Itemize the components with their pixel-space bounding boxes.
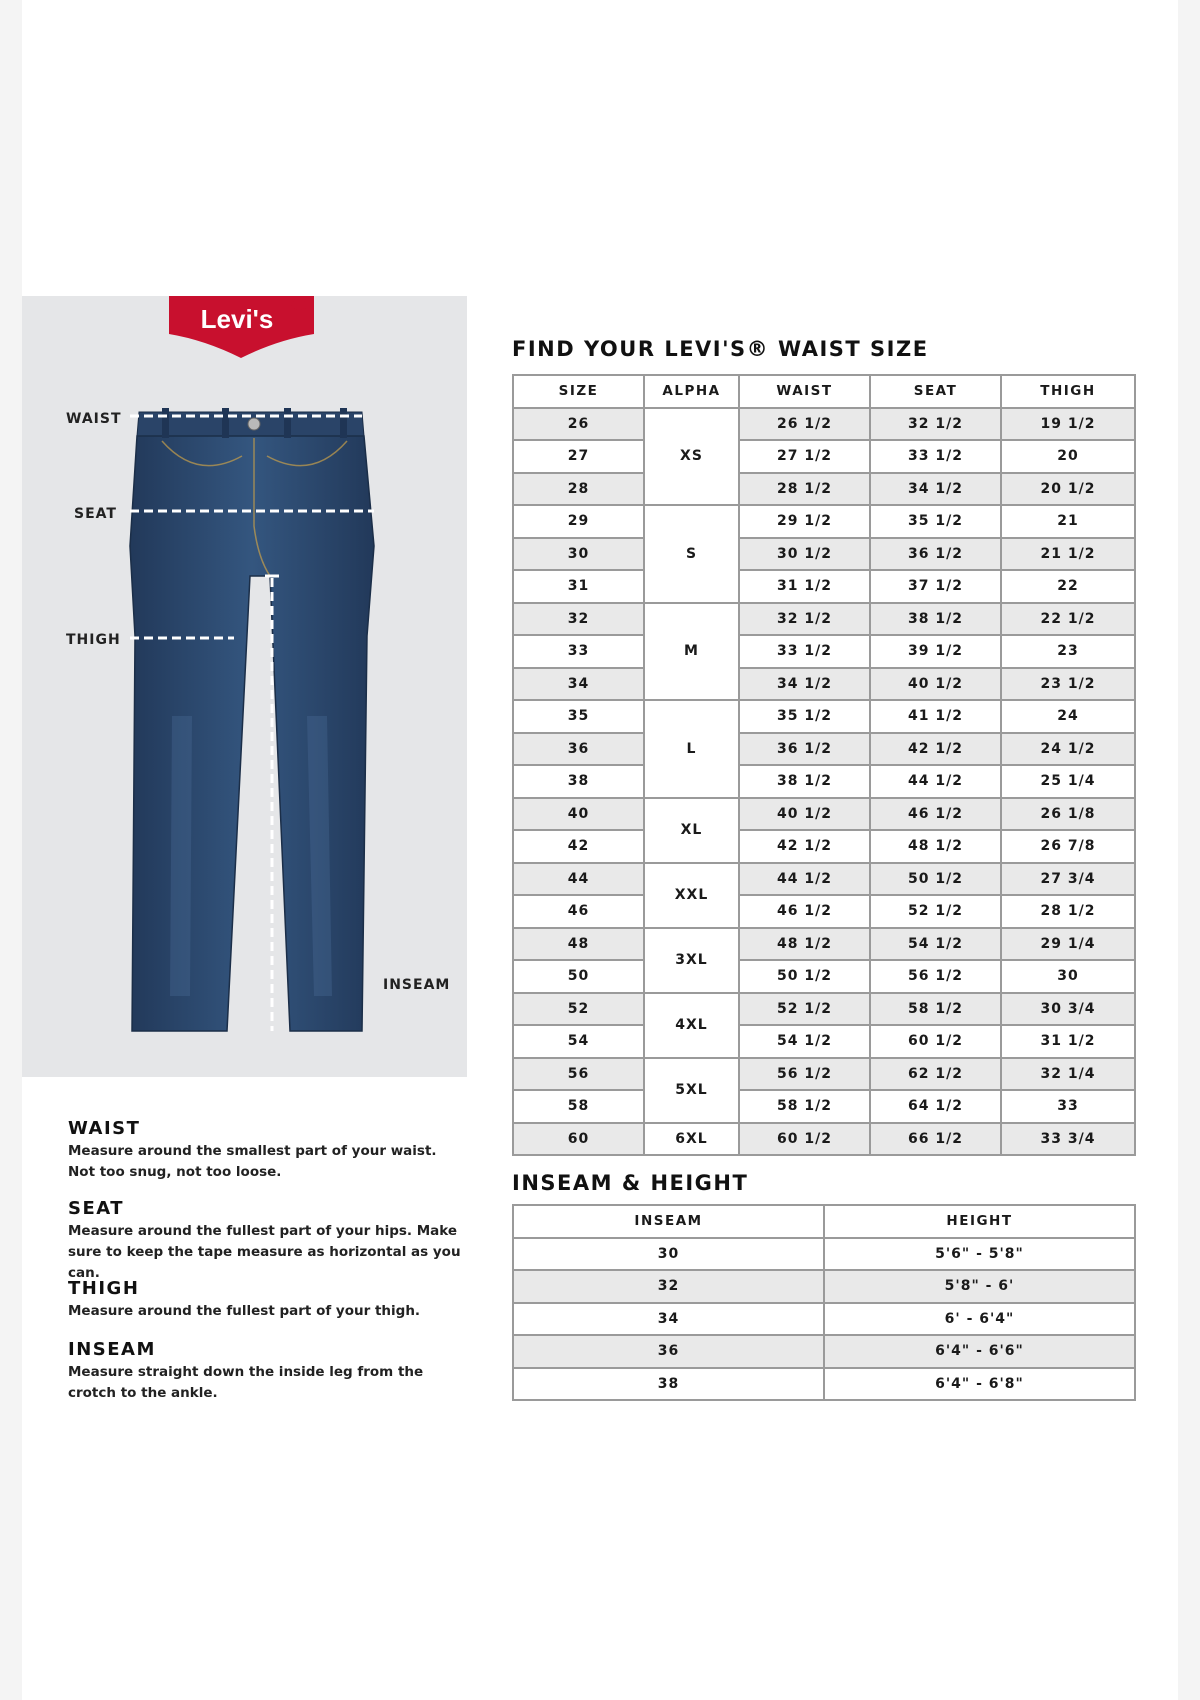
cell-seat: 60 1/2 xyxy=(870,1025,1001,1058)
cell-size: 30 xyxy=(513,538,644,571)
cell-seat: 39 1/2 xyxy=(870,635,1001,668)
table-row xyxy=(513,928,1135,961)
cell-waist: 28 1/2 xyxy=(739,473,870,506)
cell-size: 29 xyxy=(513,505,644,538)
cell-thigh: 27 3/4 xyxy=(1001,863,1135,896)
cell-waist: 44 1/2 xyxy=(739,863,870,896)
cell-thigh: 22 xyxy=(1001,570,1135,603)
cell-alpha: 5XL xyxy=(644,1058,739,1123)
cell-height: 5'8" - 6' xyxy=(824,1270,1135,1303)
cell-size: 46 xyxy=(513,895,644,928)
cell-seat: 44 1/2 xyxy=(870,765,1001,798)
header-size: SIZE xyxy=(513,375,644,408)
cell-seat: 52 1/2 xyxy=(870,895,1001,928)
cell-seat: 62 1/2 xyxy=(870,1058,1001,1091)
table-row xyxy=(513,993,1135,1026)
cell-waist: 40 1/2 xyxy=(739,798,870,831)
cell-size: 44 xyxy=(513,863,644,896)
table-row xyxy=(513,733,1135,766)
guide-text: Measure around the fullest part of your thigh. xyxy=(68,1303,421,1319)
cell-waist: 27 1/2 xyxy=(739,440,870,473)
cell-seat: 37 1/2 xyxy=(870,570,1001,603)
header-inseam: INSEAM xyxy=(513,1205,824,1238)
table-row xyxy=(513,635,1135,668)
header-alpha: ALPHA xyxy=(644,375,739,408)
cell-inseam: 36 xyxy=(513,1335,824,1368)
cell-alpha: 4XL xyxy=(644,993,739,1058)
cell-thigh: 23 xyxy=(1001,635,1135,668)
table-row xyxy=(513,1058,1135,1091)
table-row xyxy=(513,505,1135,538)
cell-size: 26 xyxy=(513,408,644,441)
guide-title: WAIST xyxy=(68,1118,141,1139)
cell-inseam: 34 xyxy=(513,1303,824,1336)
cell-size: 28 xyxy=(513,473,644,506)
cell-alpha: 3XL xyxy=(644,928,739,993)
cell-size: 54 xyxy=(513,1025,644,1058)
cell-seat: 35 1/2 xyxy=(870,505,1001,538)
table-row xyxy=(513,1335,1135,1368)
cell-inseam: 30 xyxy=(513,1238,824,1271)
header-height: HEIGHT xyxy=(824,1205,1135,1238)
cell-thigh: 20 xyxy=(1001,440,1135,473)
cell-alpha: S xyxy=(644,505,739,603)
cell-seat: 48 1/2 xyxy=(870,830,1001,863)
label-thigh: THIGH xyxy=(66,632,121,648)
cell-seat: 32 1/2 xyxy=(870,408,1001,441)
table-row xyxy=(513,1303,1135,1336)
cell-alpha: M xyxy=(644,603,739,701)
inseam-height-table xyxy=(512,1204,1136,1401)
cell-waist: 54 1/2 xyxy=(739,1025,870,1058)
cell-waist: 38 1/2 xyxy=(739,765,870,798)
cell-waist: 26 1/2 xyxy=(739,408,870,441)
cell-seat: 46 1/2 xyxy=(870,798,1001,831)
cell-thigh: 31 1/2 xyxy=(1001,1025,1135,1058)
cell-size: 60 xyxy=(513,1123,644,1156)
cell-thigh: 30 xyxy=(1001,960,1135,993)
cell-seat: 41 1/2 xyxy=(870,700,1001,733)
table-row xyxy=(513,473,1135,506)
cell-seat: 56 1/2 xyxy=(870,960,1001,993)
cell-seat: 38 1/2 xyxy=(870,603,1001,636)
table-header-row xyxy=(513,375,1135,408)
cell-inseam: 32 xyxy=(513,1270,824,1303)
table-row xyxy=(513,570,1135,603)
guide-thigh xyxy=(68,1278,468,1322)
table-row xyxy=(513,960,1135,993)
guide-title: THIGH xyxy=(68,1278,140,1299)
table-row xyxy=(513,765,1135,798)
cell-height: 6'4" - 6'6" xyxy=(824,1335,1135,1368)
logo-text: Levi's xyxy=(200,304,274,334)
guide-waist xyxy=(68,1118,468,1183)
label-waist: WAIST xyxy=(66,411,122,427)
cell-inseam: 38 xyxy=(513,1368,824,1401)
table-row xyxy=(513,1090,1135,1123)
cell-size: 36 xyxy=(513,733,644,766)
cell-thigh: 22 1/2 xyxy=(1001,603,1135,636)
table-row xyxy=(513,440,1135,473)
header-thigh: THIGH xyxy=(1001,375,1135,408)
cell-waist: 36 1/2 xyxy=(739,733,870,766)
cell-thigh: 26 1/8 xyxy=(1001,798,1135,831)
cell-size: 50 xyxy=(513,960,644,993)
cell-size: 42 xyxy=(513,830,644,863)
cell-size: 52 xyxy=(513,993,644,1026)
cell-waist: 46 1/2 xyxy=(739,895,870,928)
waist-size-table xyxy=(512,374,1136,1156)
table-row xyxy=(513,668,1135,701)
cell-height: 6'4" - 6'8" xyxy=(824,1368,1135,1401)
cell-waist: 30 1/2 xyxy=(739,538,870,571)
cell-waist: 31 1/2 xyxy=(739,570,870,603)
cell-size: 48 xyxy=(513,928,644,961)
cell-waist: 60 1/2 xyxy=(739,1123,870,1156)
cell-thigh: 33 xyxy=(1001,1090,1135,1123)
table-row xyxy=(513,798,1135,831)
table-row xyxy=(513,830,1135,863)
cell-thigh: 24 xyxy=(1001,700,1135,733)
table-row xyxy=(513,538,1135,571)
cell-waist: 58 1/2 xyxy=(739,1090,870,1123)
cell-thigh: 29 1/4 xyxy=(1001,928,1135,961)
cell-waist: 34 1/2 xyxy=(739,668,870,701)
cell-waist: 32 1/2 xyxy=(739,603,870,636)
guide-title: SEAT xyxy=(68,1198,125,1219)
table-header-row xyxy=(513,1205,1135,1238)
table-row xyxy=(513,895,1135,928)
cell-thigh: 30 3/4 xyxy=(1001,993,1135,1026)
cell-alpha: XXL xyxy=(644,863,739,928)
cell-size: 35 xyxy=(513,700,644,733)
inseam-table-title: INSEAM & HEIGHT xyxy=(512,1171,749,1195)
cell-size: 34 xyxy=(513,668,644,701)
cell-waist: 50 1/2 xyxy=(739,960,870,993)
cell-size: 32 xyxy=(513,603,644,636)
cell-seat: 33 1/2 xyxy=(870,440,1001,473)
cell-size: 27 xyxy=(513,440,644,473)
cell-thigh: 23 1/2 xyxy=(1001,668,1135,701)
cell-seat: 50 1/2 xyxy=(870,863,1001,896)
label-inseam: INSEAM xyxy=(383,977,451,993)
cell-seat: 54 1/2 xyxy=(870,928,1001,961)
guide-seat xyxy=(68,1198,468,1284)
cell-waist: 56 1/2 xyxy=(739,1058,870,1091)
waist-table-title: FIND YOUR LEVI'S® WAIST SIZE xyxy=(512,337,929,361)
header-seat: SEAT xyxy=(870,375,1001,408)
cell-waist: 33 1/2 xyxy=(739,635,870,668)
cell-waist: 29 1/2 xyxy=(739,505,870,538)
cell-thigh: 20 1/2 xyxy=(1001,473,1135,506)
table-row xyxy=(513,408,1135,441)
levis-logo xyxy=(169,296,314,358)
size-chart-page xyxy=(22,0,1178,1700)
cell-seat: 66 1/2 xyxy=(870,1123,1001,1156)
jeans-measurement-figure xyxy=(22,296,467,1077)
cell-seat: 58 1/2 xyxy=(870,993,1001,1026)
cell-size: 58 xyxy=(513,1090,644,1123)
cell-waist: 48 1/2 xyxy=(739,928,870,961)
guide-text: Measure around the fullest part of your hips. Make sure to keep the tape measure as horizontal as you can. xyxy=(68,1223,461,1281)
guide-text: Measure straight down the inside leg from the crotch to the ankle. xyxy=(68,1364,424,1401)
cell-thigh: 33 3/4 xyxy=(1001,1123,1135,1156)
cell-size: 33 xyxy=(513,635,644,668)
table-row xyxy=(513,700,1135,733)
guide-title: INSEAM xyxy=(68,1339,156,1360)
cell-alpha: XS xyxy=(644,408,739,506)
cell-seat: 36 1/2 xyxy=(870,538,1001,571)
cell-thigh: 28 1/2 xyxy=(1001,895,1135,928)
cell-waist: 52 1/2 xyxy=(739,993,870,1026)
label-seat: SEAT xyxy=(74,506,117,522)
cell-seat: 64 1/2 xyxy=(870,1090,1001,1123)
guide-text: Measure around the smallest part of your waist. Not too snug, not too loose. xyxy=(68,1143,437,1180)
cell-size: 40 xyxy=(513,798,644,831)
cell-height: 6' - 6'4" xyxy=(824,1303,1135,1336)
table-row xyxy=(513,603,1135,636)
table-row xyxy=(513,1368,1135,1401)
cell-waist: 42 1/2 xyxy=(739,830,870,863)
cell-size: 56 xyxy=(513,1058,644,1091)
table-row xyxy=(513,1270,1135,1303)
header-waist: WAIST xyxy=(739,375,870,408)
table-row xyxy=(513,1025,1135,1058)
cell-size: 38 xyxy=(513,765,644,798)
cell-alpha: 6XL xyxy=(644,1123,739,1156)
cell-thigh: 21 xyxy=(1001,505,1135,538)
table-row xyxy=(513,863,1135,896)
table-row xyxy=(513,1238,1135,1271)
cell-size: 31 xyxy=(513,570,644,603)
cell-height: 5'6" - 5'8" xyxy=(824,1238,1135,1271)
cell-seat: 40 1/2 xyxy=(870,668,1001,701)
cell-waist: 35 1/2 xyxy=(739,700,870,733)
guide-inseam xyxy=(68,1339,468,1404)
cell-alpha: XL xyxy=(644,798,739,863)
cell-thigh: 21 1/2 xyxy=(1001,538,1135,571)
table-row xyxy=(513,1123,1135,1156)
cell-seat: 34 1/2 xyxy=(870,473,1001,506)
cell-alpha: L xyxy=(644,700,739,798)
cell-thigh: 32 1/4 xyxy=(1001,1058,1135,1091)
cell-thigh: 26 7/8 xyxy=(1001,830,1135,863)
cell-seat: 42 1/2 xyxy=(870,733,1001,766)
cell-thigh: 24 1/2 xyxy=(1001,733,1135,766)
cell-thigh: 25 1/4 xyxy=(1001,765,1135,798)
cell-thigh: 19 1/2 xyxy=(1001,408,1135,441)
